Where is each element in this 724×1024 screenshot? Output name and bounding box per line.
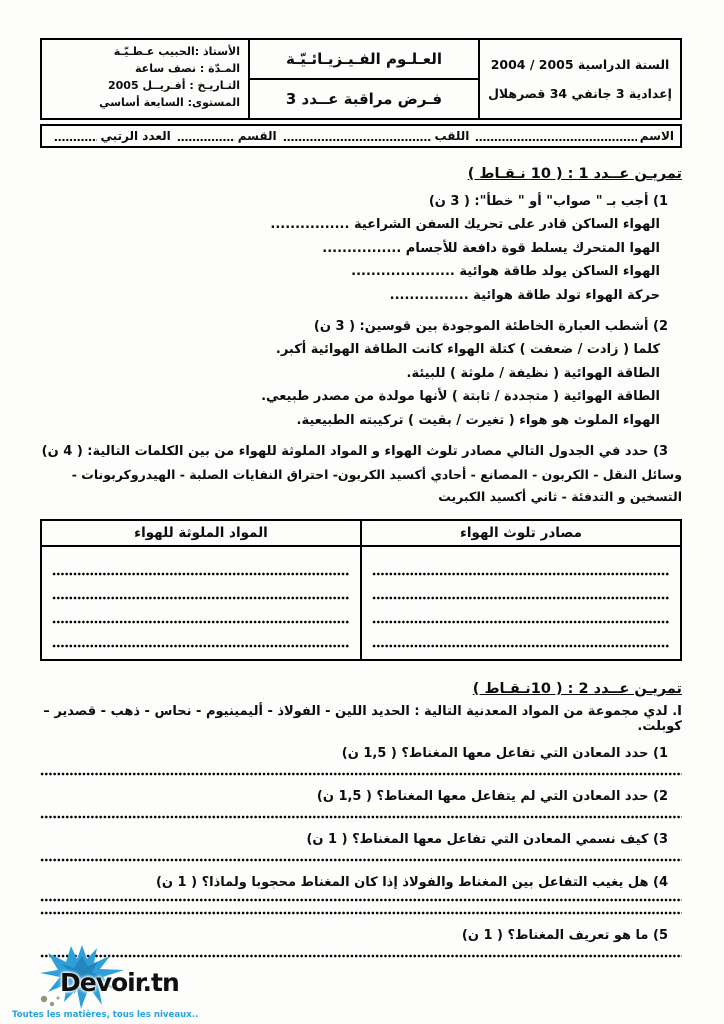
surname-label: اللقب	[434, 129, 470, 143]
answer-dotline	[52, 619, 350, 625]
header-table	[40, 38, 682, 120]
ex1-q3-word-bank: وسائل النقل - الكربون - المصانع - أحادي أكسيد الكربون- احتراق النفايات الصلبة - الهيدروكربونات - التسخين و التدفئة - ثاني أكسيد الكبريت	[71, 467, 682, 504]
ex1-question2: 2) أشطب العبارة الخاطئة الموجودة بين قوسين: ( 3 ن)	[313, 319, 668, 334]
ex1-question3: 3) حدد في الجدول التالي مصادر تلوث الهواء و المواد الملوثة للهواء من بين الكلمات التالية: ( 4 ن)	[41, 444, 668, 459]
rank-answer-line	[54, 132, 97, 142]
exam-date: التـاريـخ : أفـريــل 2005	[108, 79, 240, 93]
ex1-q2-statements	[40, 338, 660, 432]
teacher-info-cell	[42, 40, 248, 118]
statement-line: الهوا المتحرك يسلط قوة دافعة للأجسام ................	[322, 240, 660, 256]
exam-title: فـرض مراقبة عــدد 3	[285, 90, 443, 108]
statement-line: حركة الهواء تولد طاقة هوائية ................	[389, 287, 660, 303]
ex1-question1: 1) أجب بـ " صواب" أو " خطأ": ( 3 ن)	[428, 194, 668, 209]
devoir-logo	[8, 946, 204, 1022]
subject-cell	[248, 40, 478, 118]
exercise2-section	[40, 681, 682, 959]
ex2-question3: 3) كيف نسمي المعادن التي تفاعل معها المغناط؟ ( 1 ن)	[306, 832, 668, 847]
answer-dotline	[372, 619, 670, 625]
teacher-name: الأستاذ :الحبيب عـطـيّـة	[113, 45, 240, 58]
statement-line: الطاقة الهوائية ( متجددة / ثابتة ) لأنها مولدة من مصدر طبيعي.	[261, 389, 660, 404]
grade-level: المستوى: السابعة أساسي	[99, 96, 240, 110]
answer-dotline	[40, 910, 682, 916]
table-header-materials: المواد الملوثة للهواء	[134, 525, 268, 541]
answer-dotline	[40, 771, 682, 777]
answer-dotline	[40, 897, 682, 903]
brand-tagline: Toutes les matières, tous les niveaux..	[12, 1010, 199, 1020]
subject-title: العـلـوم الفـيـزيـائـيّـة	[250, 40, 478, 80]
statement-line: الهواء الملوث هو هواء ( تغيرت / بقيت ) تركيبته الطبيعية.	[296, 412, 660, 428]
answer-dotline	[52, 595, 350, 601]
statement-line: كلما ( زادت / ضعفت ) كتلة الهواء كانت الطاقة الهوائية أكبر.	[275, 342, 660, 357]
rank-label: العدد الرتبي	[100, 129, 171, 143]
class-label: القسم	[237, 129, 277, 143]
exam-duration: المـدّة : نصف ساعة	[135, 62, 240, 76]
ex1-q1-statements	[40, 213, 660, 307]
statement-line: الطاقة الهوائية ( نظيفة / ملوثة ) للبيئة.	[406, 365, 660, 381]
ex2-intro: I. لدي مجموعة من المواد المعدنية التالية : الحديد اللين - الفولاذ - أليمينيوم - نحاس - ذهب - قصدير – كوبلت.	[43, 704, 682, 734]
materials-answer-cell	[42, 547, 360, 659]
answer-dotline	[40, 814, 682, 820]
surname-answer-line	[283, 132, 432, 142]
answer-dotline	[372, 595, 670, 601]
statement-line: الهواء الساكن يولد طاقة هوائية .....................	[351, 264, 660, 279]
answer-dotline	[40, 857, 682, 863]
exercise2-title: تمريـن عــدد 2 : ( 10نـقـاط )	[472, 681, 682, 697]
ex2-question4: 4) هل يغيب التفاعل بين المغناط والفولاذ إذا كان المغناط محجوبا ولماذا؟ ( 1 ن)	[155, 875, 668, 890]
answer-dotline	[372, 643, 670, 649]
answer-dotline	[52, 643, 350, 649]
exercise1-section	[40, 166, 682, 661]
school-year: السنة الدراسية 2005 / 2004	[490, 56, 670, 72]
brand-text: Devoir.tn	[60, 968, 179, 997]
school-info-cell	[478, 40, 680, 118]
answer-dotline	[52, 571, 350, 577]
pollution-table-header	[42, 521, 680, 547]
identity-row	[40, 124, 682, 148]
pollution-table-body	[42, 547, 680, 659]
sources-answer-cell	[360, 547, 680, 659]
table-header-sources: مصادر تلوث الهواء	[360, 521, 680, 545]
ex2-question2: 2) حدد المعادن التي لم يتفاعل معها المغناط؟ ( 1,5 ن)	[316, 789, 668, 804]
pollution-table	[40, 519, 682, 661]
statement-line: الهواء الساكن قادر على تحريك السفن الشراعية ................	[270, 217, 660, 232]
ex2-question1: 1) حدد المعادن التي تفاعل معها المغناط؟ ( 1,5 ن)	[341, 746, 668, 761]
school-name: إعدادية 3 جانفي 34 قصرهلال	[488, 86, 672, 102]
name-answer-line	[475, 132, 636, 142]
class-answer-line	[177, 132, 235, 142]
ex2-question5: 5) ما هو تعريف المغناط؟ ( 1 ن)	[461, 928, 668, 943]
name-label: الاسم	[639, 129, 674, 143]
answer-dotline	[372, 571, 670, 577]
exercise1-title: تمريـن عــدد 1 : ( 10 نـقـاط )	[467, 166, 682, 182]
